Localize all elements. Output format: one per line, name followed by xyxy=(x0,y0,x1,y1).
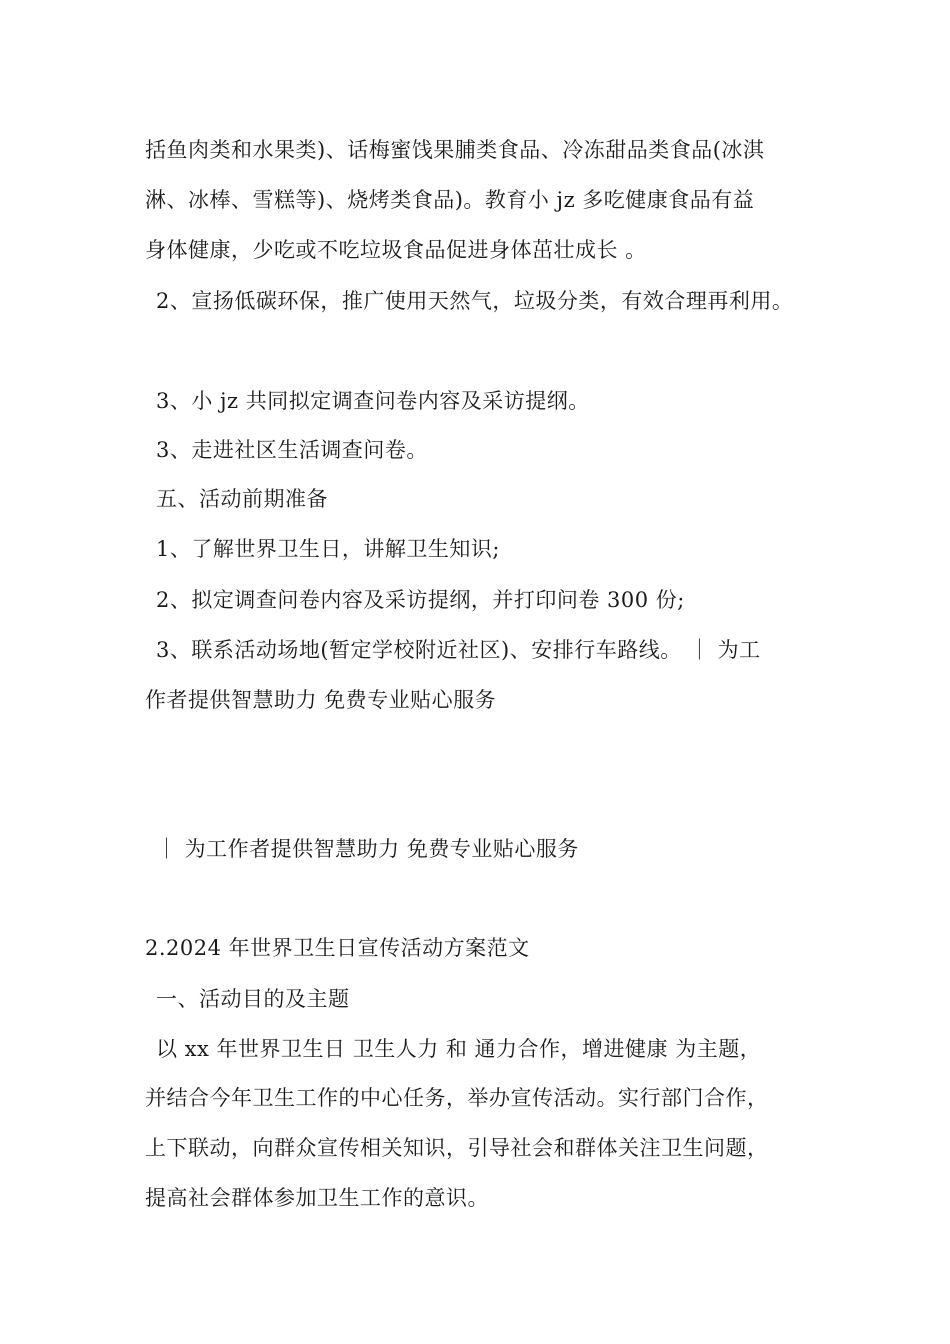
list-item: 3、小 jz 共同拟定调查问卷内容及采访提纲。 xyxy=(156,389,590,413)
list-item: 2、拟定调查问卷内容及采访提纲，并打印问卷 300 份; xyxy=(156,588,685,612)
list-item: 3、联系活动场地(暂定学校附近社区)、安排行车路线。 ｜ 为工 xyxy=(156,638,761,662)
paragraph-line: 淋、冰棒、雪糕等)、烧烤类食品)。教育小 jz 多吃健康食品有益 xyxy=(145,188,755,212)
footer-service-text: 作者提供智慧助力 免费专业贴心服务 xyxy=(145,688,497,712)
paragraph-line: 括鱼肉类和水果类)、话梅蜜饯果脯类食品、冷冻甜品类食品(冰淇 xyxy=(145,138,765,162)
section-heading: 五、活动前期准备 xyxy=(156,487,328,511)
paragraph-line: 以 xx 年世界卫生日 卫生人力 和 通力合作，增进健康 为主题， xyxy=(156,1037,762,1061)
section-heading: 一、活动目的及主题 xyxy=(156,987,350,1011)
footer-service-text: ｜ 为工作者提供智慧助力 免费专业贴心服务 xyxy=(156,837,579,861)
paragraph-line: 上下联动，向群众宣传相关知识，引导社会和群体关注卫生问题， xyxy=(145,1136,769,1160)
list-item: 2、宣扬低碳环保，推广使用天然气，垃圾分类，有效合理再利用。 xyxy=(156,289,794,313)
list-item: 3、走进社区生活调查问卷。 xyxy=(156,438,428,462)
paragraph-line: 并结合今年卫生工作的中心任务，举办宣传活动。实行部门合作， xyxy=(145,1086,769,1110)
paragraph-line: 提高社会群体参加卫生工作的意识。 xyxy=(145,1186,489,1210)
paragraph-line: 身体健康，少吃或不吃垃圾食品促进身体茁壮成长 。 xyxy=(145,238,647,262)
document-title: 2.2024 年世界卫生日宣传活动方案范文 xyxy=(145,936,530,960)
list-item: 1、了解世界卫生日，讲解卫生知识; xyxy=(156,537,500,561)
